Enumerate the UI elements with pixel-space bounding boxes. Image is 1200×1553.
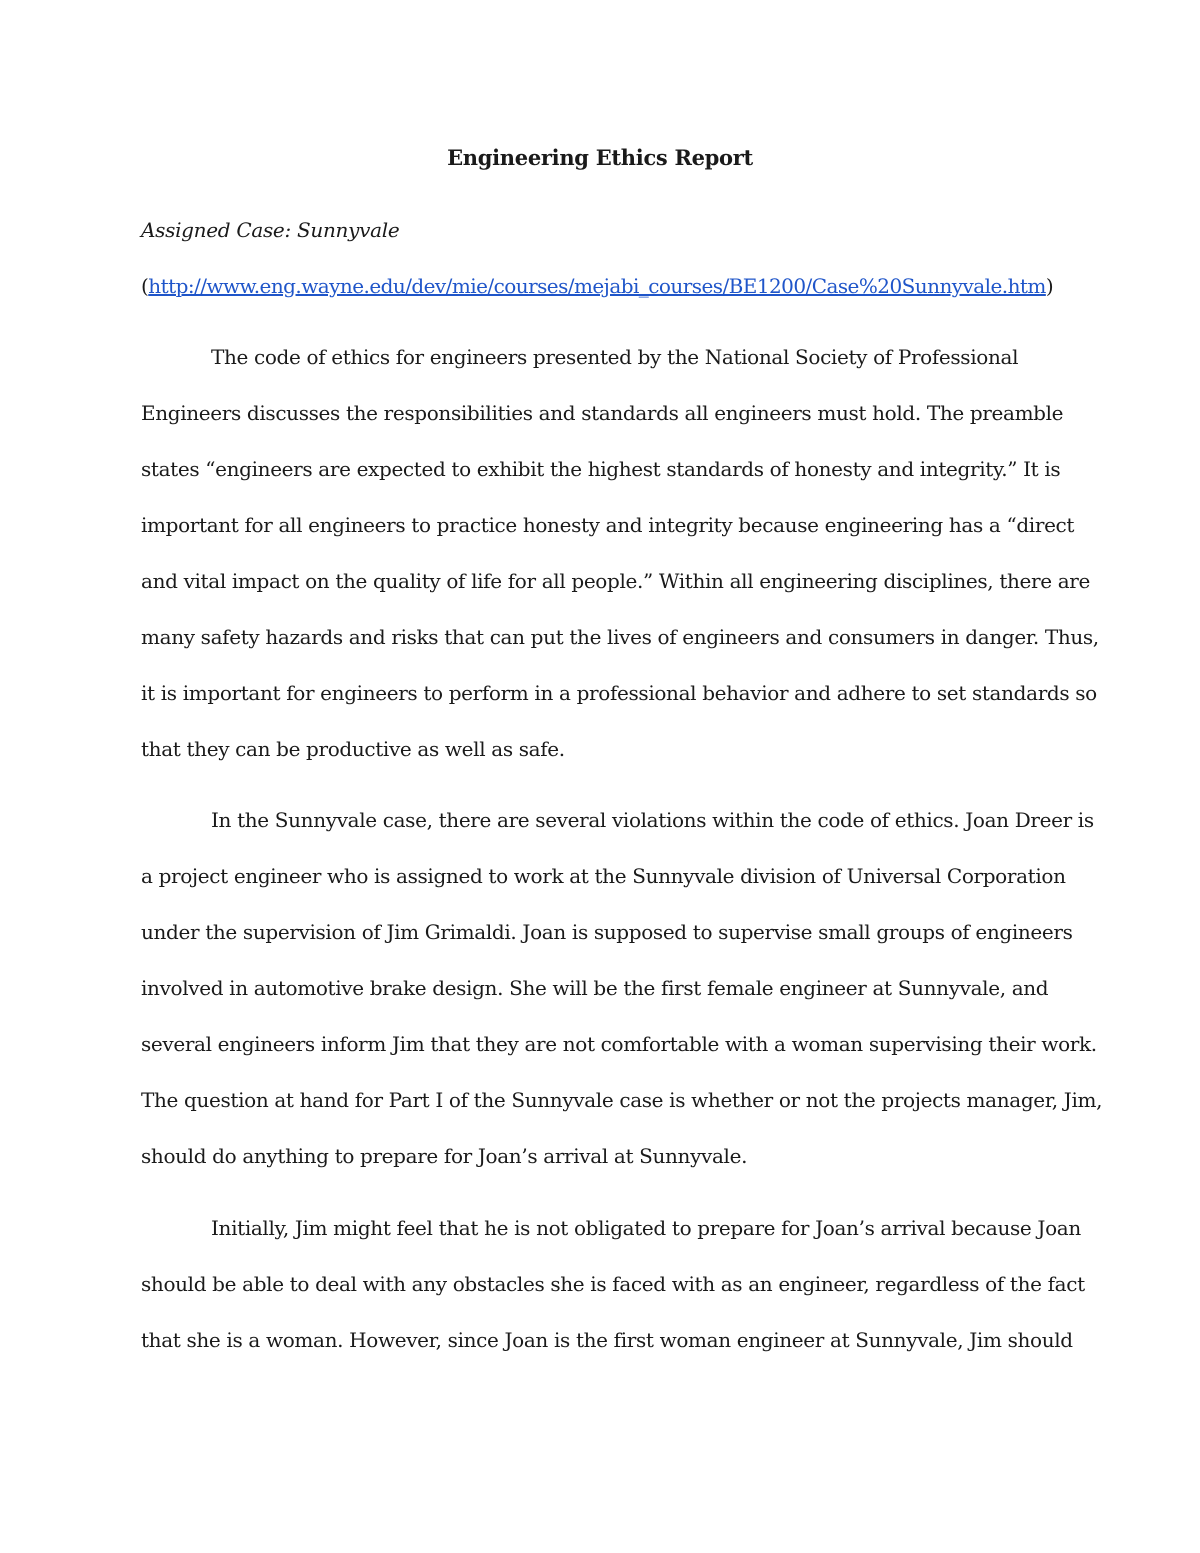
paragraph-line: many safety hazards and risks that can put the lives of engineers and consumers in danger. Thus, — [141, 625, 1099, 649]
paragraph-line: that she is a woman. However, since Joan is the first woman engineer at Sunnyvale, Jim should — [141, 1328, 1073, 1352]
paragraph-line: and vital impact on the quality of life for all people.” Within all engineering disciplines, there are — [141, 569, 1090, 593]
document-title: Engineering Ethics Report — [447, 145, 753, 170]
paragraph-line: Engineers discusses the responsibilities and standards all engineers must hold. The preamble — [141, 401, 1064, 425]
paragraph-line: Initially, Jim might feel that he is not obligated to prepare for Joan’s arrival because Joan — [211, 1216, 1081, 1240]
paragraph-line: under the supervision of Jim Grimaldi. Joan is supposed to supervise small groups of engineers — [141, 920, 1073, 944]
paragraph-jim-obligation — [141, 1200, 1085, 1368]
paragraph-line: several engineers inform Jim that they are not comfortable with a woman supervising their work. — [141, 1032, 1097, 1056]
paragraph-line: In the Sunnyvale case, there are several violations within the code of ethics. Joan Dreer is — [211, 808, 1094, 832]
paragraph-line: states “engineers are expected to exhibit the highest standards of honesty and integrity.” It is — [141, 457, 1061, 481]
paragraph-line: The code of ethics for engineers presented by the National Society of Professional — [211, 345, 1019, 369]
paragraph-sunnyvale-case — [141, 792, 1103, 1184]
paragraph-line: The question at hand for Part I of the Sunnyvale case is whether or not the projects manager, Jim, — [141, 1088, 1103, 1112]
paragraph-line: important for all engineers to practice honesty and integrity because engineering has a “direct — [141, 513, 1075, 537]
case-url-link[interactable]: http://www.eng.wayne.edu/dev/mie/courses/mejabi_courses/BE1200/Case%20Sunnyvale.htm — [148, 274, 1046, 298]
paragraph-line: should do anything to prepare for Joan’s arrival at Sunnyvale. — [141, 1144, 748, 1168]
url-open-paren: ( — [141, 274, 149, 298]
paragraph-line: a project engineer who is assigned to work at the Sunnyvale division of Universal Corporation — [141, 864, 1066, 888]
paragraph-nspe-code — [141, 329, 1099, 777]
paragraph-line: it is important for engineers to perform in a professional behavior and adhere to set standards so — [141, 681, 1097, 705]
paragraph-line: involved in automotive brake design. She will be the first female engineer at Sunnyvale, and — [141, 976, 1049, 1000]
assigned-case-label: Assigned Case: Sunnyvale — [141, 218, 400, 242]
paragraph-line: should be able to deal with any obstacles she is faced with as an engineer, regardless of the fact — [141, 1272, 1085, 1296]
url-close-paren: ) — [1045, 274, 1054, 298]
case-url-line — [141, 270, 1053, 302]
paragraph-line: that they can be productive as well as safe. — [141, 737, 565, 761]
